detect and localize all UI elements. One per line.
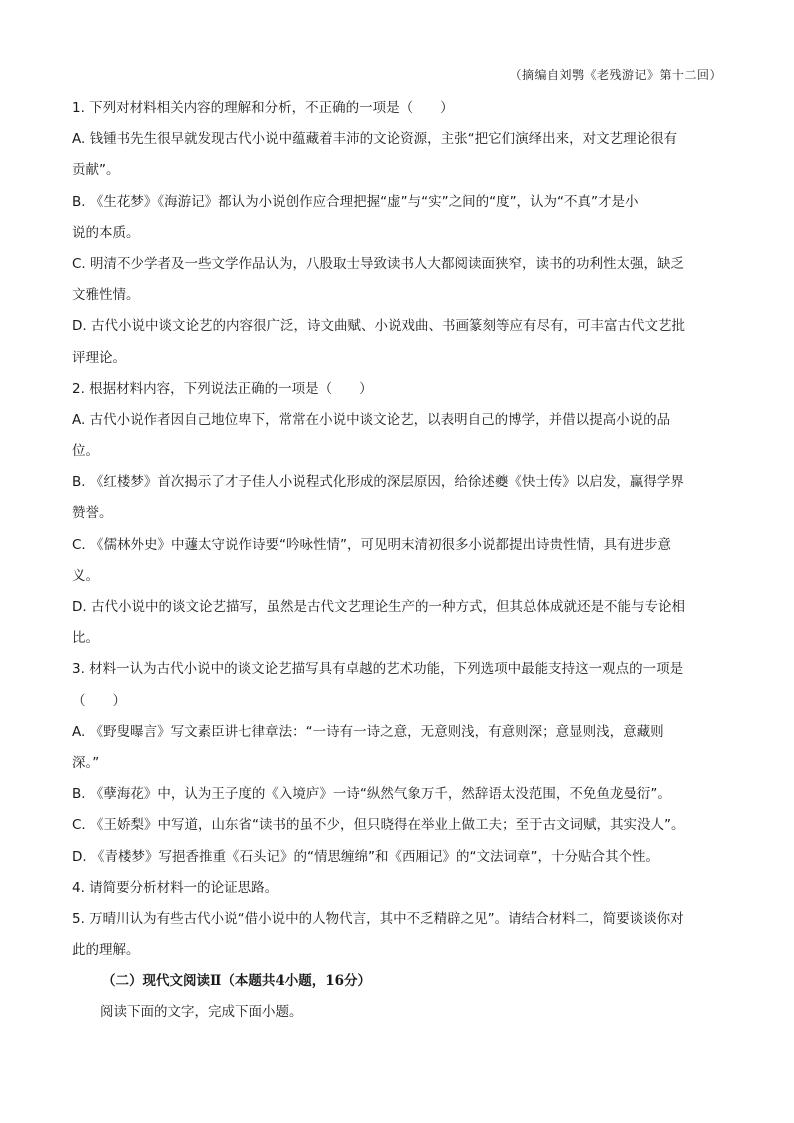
question-3-option-a: A. 《野叟曝言》写文素臣讲七律章法：“一诗有一诗之意，无意则浅，有意则深；意显则浅，意藏则 bbox=[72, 723, 664, 740]
question-content bbox=[72, 96, 720, 1032]
question-3-option-b: B. 《孽海花》中，认为王子度的《入境庐》一诗“纵然气象万千，然辞语太没范围，不免鱼龙曼衍”。 bbox=[72, 786, 671, 803]
question-1-option-a-cont: 贡献”。 bbox=[72, 162, 120, 179]
question-2-option-d-cont: 比。 bbox=[72, 630, 99, 647]
question-2-stem: 2. 根据材料内容，下列说法正确的一项是（ ） bbox=[72, 380, 373, 397]
question-2-option-b: B. 《红楼梦》首次揭示了才子佳人小说程式化形成的深层原因，给徐述夔《快士传》以启发，赢得学界 bbox=[72, 474, 684, 491]
question-4-stem: 4. 请简要分析材料一的论证思路。 bbox=[72, 879, 279, 896]
question-5-stem-cont: 此的理解。 bbox=[72, 942, 140, 959]
question-1-stem: 1. 下列对材料相关内容的理解和分析，不正确的一项是（ ） bbox=[72, 100, 454, 116]
question-3-stem-cont: （ ） bbox=[72, 692, 126, 709]
question-3-option-d: D. 《青楼梦》写挹香推重《石头记》的“情思缠绵”和《西厢记》的“文法词章”，十分贴合其个性。 bbox=[72, 848, 659, 865]
question-2-option-d: D. 古代小说中的谈文论艺描写，虽然是古代文艺理论生产的一种方式，但其总体成就还是不能与专论相 bbox=[72, 599, 685, 615]
question-3-option-a-cont: 深。” bbox=[72, 754, 100, 771]
question-1-option-c: C. 明清不少学者及一些文学作品认为，八股取士导致读书人大都阅读面狭窄，读书的功利性太强，缺乏 bbox=[72, 255, 685, 272]
question-2-option-a-cont: 位。 bbox=[72, 443, 99, 460]
question-2-option-c-cont: 义。 bbox=[72, 567, 99, 584]
question-5-stem: 5. 万晴川认为有些古代小说“借小说中的人物代言，其中不乏精辟之见”。请结合材料二，简要谈谈你对 bbox=[72, 910, 684, 927]
question-1-option-b-cont: 说的本质。 bbox=[72, 224, 140, 241]
section-heading: （二）现代文阅读Ⅱ（本题共4小题，16分） bbox=[102, 973, 372, 990]
question-1-option-c-cont: 文雅性情。 bbox=[72, 287, 140, 304]
question-3-option-c: C. 《王娇梨》中写道，山东省“读书的虽不少，但只晓得在举业上做工夫；至于古文词赋，其实没人”。 bbox=[72, 817, 685, 834]
question-1-option-a: A. 钱锺书先生很早就发现古代小说中蕴藏着丰沛的文论资源，主张“把它们演绎出来，对文艺理论很有 bbox=[72, 131, 678, 148]
question-2-option-a: A. 古代小说作者因自己地位卑下，常常在小说中谈文论艺，以表明自己的博学，并借以提高小说的品 bbox=[72, 411, 671, 428]
question-1-option-d-cont: 评理论。 bbox=[72, 349, 126, 366]
question-1-option-b: B. 《生花梦》《海游记》都认为小说创作应合理把握“虚”与“实”之间的“度”，认为“不真”才是小 bbox=[72, 193, 639, 210]
question-1-option-d: D. 古代小说中谈文论艺的内容很广泛，诗文曲赋、小说戏曲、书画篆刻等应有尽有，可丰富古代文艺批 bbox=[72, 318, 685, 335]
source-citation: （摘编自刘鹗《老残游记》第十二回） bbox=[509, 68, 722, 82]
question-2-option-c: C. 《儒林外史》中蘧太守说作诗要“吟咏性情”，可见明末清初很多小说都提出诗贵性情，具有进步意 bbox=[72, 536, 671, 553]
section-intro: 阅读下面的文字，完成下面小题。 bbox=[100, 1004, 303, 1021]
question-3-stem: 3. 材料一认为古代小说中的谈文论艺描写具有卓越的艺术功能，下列选项中最能支持这一观点的一项是 bbox=[72, 661, 684, 678]
question-2-option-b-cont: 赞誉。 bbox=[72, 505, 113, 522]
